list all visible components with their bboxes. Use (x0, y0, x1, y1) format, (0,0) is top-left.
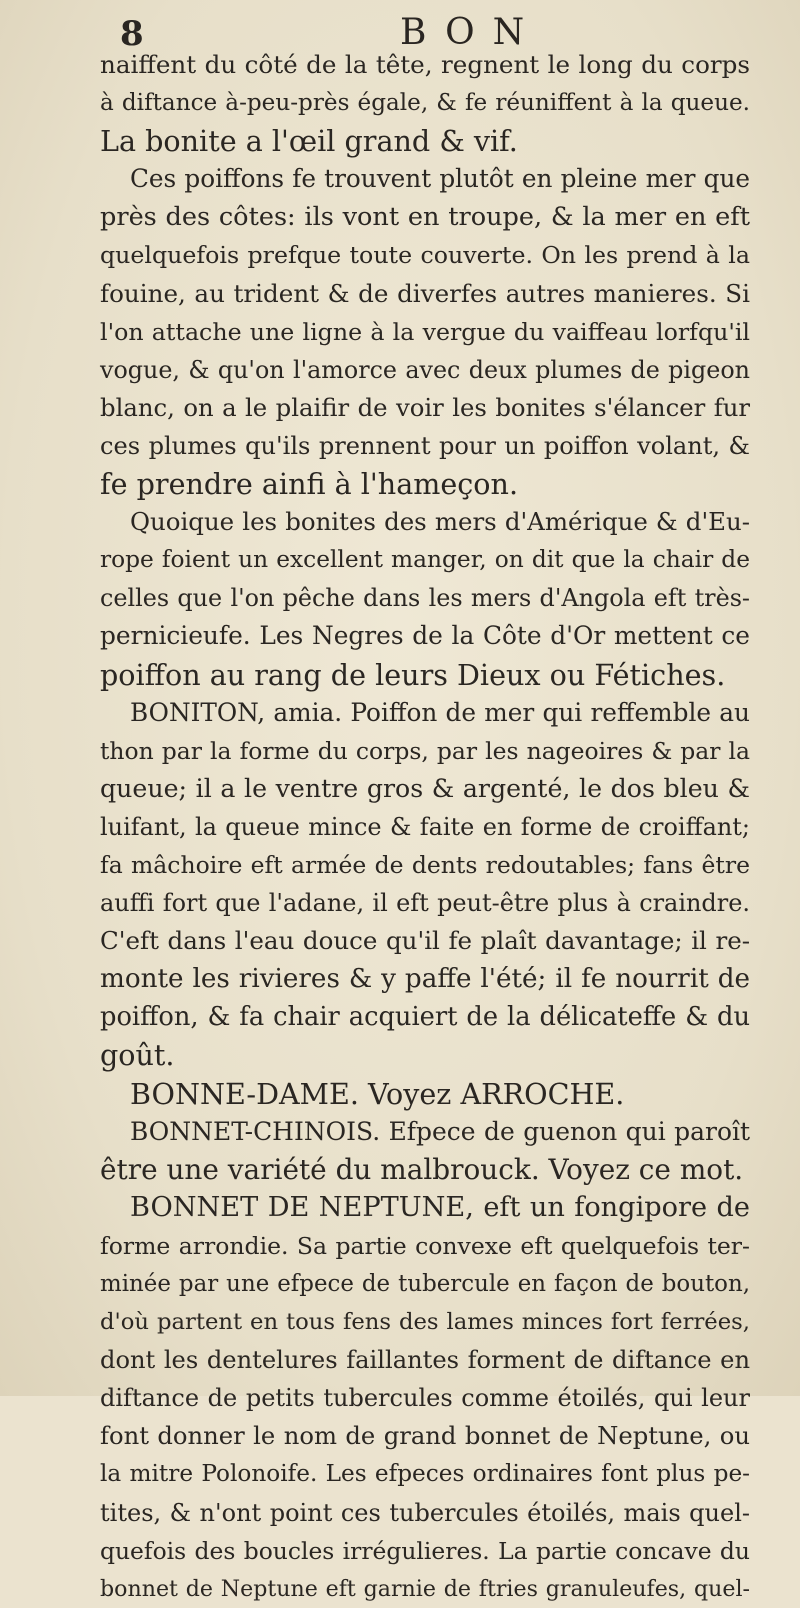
text-line: C'eft dans l'eau douce qu'il fe plaît davantage; il re- (100, 926, 750, 956)
text-line: luifant, la queue mince & faite en forme de croiffant; (100, 812, 750, 841)
text-line: font donner le nom de grand bonnet de Neptune, ou (100, 1421, 750, 1451)
text-line: poiffon, & fa chair acquiert de la délicateffe & du (100, 1002, 750, 1033)
text-line: tites, & n'ont point ces tubercules étoilés, mais quel- (100, 1498, 750, 1527)
text-line: naiffent du côté de la tête, regnent le long du corps (100, 50, 750, 79)
text-line: à diftance à-peu-près égale, & fe réuniffent à la queue. (100, 90, 750, 117)
text-line: quelquefois prefque toute couverte. On les prend à la (100, 241, 750, 270)
text-line: fe prendre ainfi à l'hameçon. (100, 467, 519, 502)
text-line: vogue, & qu'on l'amorce avec deux plumes de pigeon (100, 355, 750, 384)
page-header (0, 6, 800, 54)
text-line: minée par une efpece de tubercule en façon de bouton, (100, 1271, 750, 1297)
text-line: être une variété du malbrouck. Voyez ce mot. (100, 1152, 744, 1186)
body-text (100, 46, 750, 1608)
entry-bonnet-chinois: BONNET-CHINOIS. Efpece de guenon qui paroît (130, 1116, 750, 1146)
text-line: l'on attache une ligne à la vergue du vaiffeau lorfqu'il (100, 317, 750, 346)
text-line: la mitre Polonoife. Les efpeces ordinaires font plus pe- (100, 1460, 750, 1488)
text-line: auffi fort que l'adane, il eft peut-être plus à craindre. (100, 889, 750, 918)
text-line: celles que l'on pêche dans les mers d'Angola eft très- (100, 584, 750, 613)
running-head: BON (400, 12, 543, 53)
text-line: forme arrondie. Sa partie convexe eft quelquefois ter- (100, 1231, 750, 1260)
text-line: pernicieufe. Les Negres de la Côte d'Or mettent ce (100, 621, 750, 651)
text-line: goût. (100, 1038, 175, 1073)
text-line: ces plumes qu'ils prennent pour un poiffon volant, & (100, 431, 750, 460)
text-line: d'où partent en tous fens des lames minces fort ferrées, (100, 1309, 750, 1336)
entry-bonnet-de-neptune: BONNET DE NEPTUNE, eft un fongipore de (130, 1191, 750, 1223)
entry-bonne-dame: BONNE-DAME. Voyez ARROCHE. (130, 1076, 625, 1111)
text-line: thon par la forme du corps, par les nageoires & par la (100, 736, 750, 765)
text-line: La bonite a l'œil grand & vif. (100, 124, 518, 159)
text-line: fa mâchoire eft armée de dents redoutables; fans être (100, 850, 750, 879)
text-line: monte les rivieres & y paffe l'été; il fe nourrit de (100, 964, 750, 995)
entry-boniton: BONITON, amia. Poiffon de mer qui reffemble au (130, 697, 750, 727)
text-line: blanc, on a le plaifir de voir les bonites s'élancer fur (100, 392, 750, 422)
text-line: diftance de petits tubercules comme étoilés, qui leur (100, 1384, 750, 1413)
text-line: poiffon au rang de leurs Dieux ou Fétiches. (100, 657, 726, 692)
text-line: Quoique les bonites des mers d'Amérique & d'Eu- (130, 507, 750, 537)
text-line: rope foient un excellent manger, on dit que la chair de (100, 546, 750, 574)
text-line: bonnet de Neptune eft garnie de ftries granuleufes, quel- (100, 1575, 750, 1602)
text-line: fouine, au trident & de diverfes autres manieres. Si (100, 278, 750, 308)
text-line: quefois des boucles irrégulieres. La partie concave du (100, 1536, 750, 1565)
page-number: 8 (120, 14, 145, 54)
text-line: près des côtes: ils vont en troupe, & la mer en eft (100, 202, 750, 233)
text-line: queue; il a le ventre gros & argenté, le dos bleu & (100, 773, 750, 803)
text-line: Ces poiffons fe trouvent plutôt en pleine mer que (130, 164, 750, 194)
text-line: dont les dentelures faillantes forment de diftance en (100, 1346, 750, 1375)
